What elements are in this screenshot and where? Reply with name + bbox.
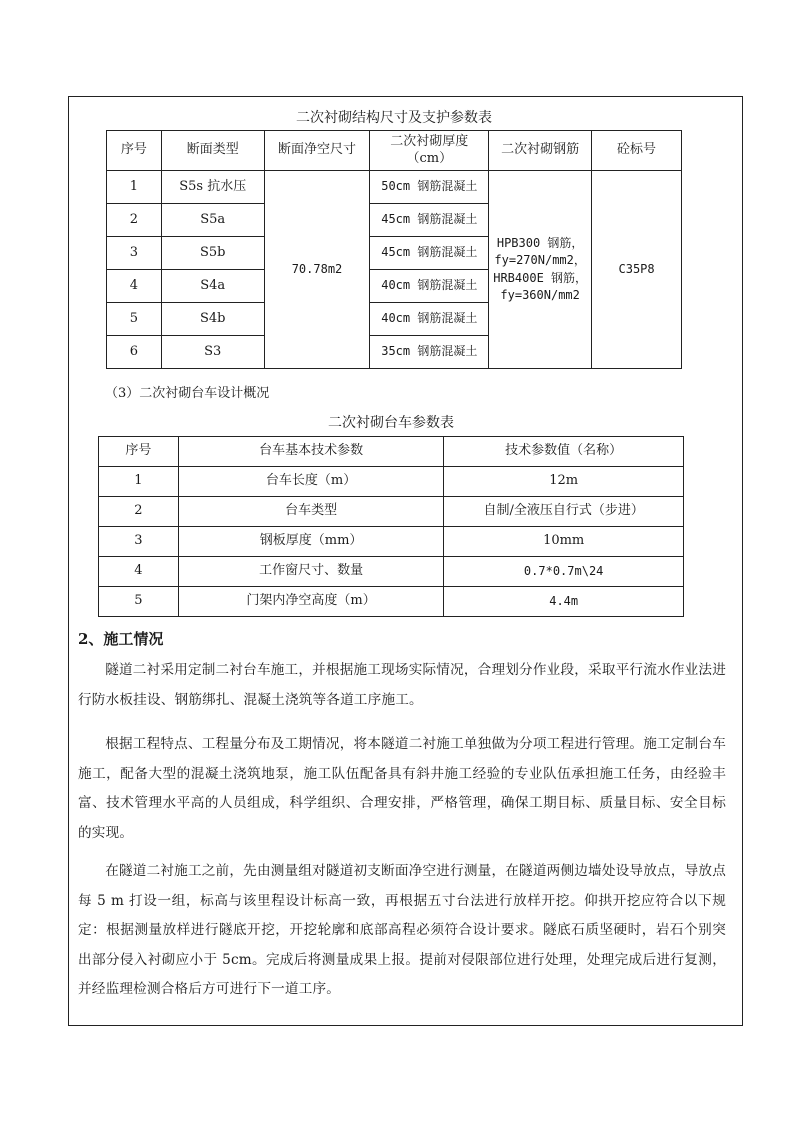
table-row [99, 497, 684, 527]
row-number: 1 [99, 467, 179, 497]
section-heading: 2、施工情况 [78, 630, 164, 648]
row-number: 3 [99, 527, 179, 557]
paragraph: 在隧道二衬施工之前，先由测量组对隧道初支断面净空进行测量，在隧道两侧边墙处设导放点，导放点每 5 m 打设一组，标高与该里程设计标高一致，再根据五寸台法进行放样开挖。仰拱开挖应符合以下规定：根据测量放样进行隧底开挖，开挖轮廓和底部高程必须符合设计要求。隧底石质坚硬时，岩石个别突出部分侵入衬砌应小于 5cm。完成后将测量成果上报。提前对侵限部位进行处理，处理完成后进行复测，并经监理检测合格后方可进行下一道工序。 [78, 863, 726, 997]
row-number: 3 [107, 237, 162, 270]
rebar-spec: HPB300 钢筋，fy=270N/mm2，HRB400E 钢筋，fy=360N/mm2 [489, 171, 592, 369]
row-number: 5 [99, 587, 179, 617]
lining-thickness: 50cm 钢筋混凝土 [370, 171, 489, 204]
header-cell: 断面类型 [161, 131, 264, 171]
section-type: S5a [161, 204, 264, 237]
row-number: 6 [107, 336, 162, 369]
trolley-subheading: （3）二次衬砌台车设计概况 [105, 386, 270, 401]
header-cell: 断面净空尺寸 [264, 131, 370, 171]
row-number: 5 [107, 303, 162, 336]
table-row [99, 557, 684, 587]
header-cell: 二次衬砌厚度（cm） [370, 131, 489, 171]
section-type: S4a [161, 270, 264, 303]
lining-thickness: 35cm 钢筋混凝土 [370, 336, 489, 369]
header-cell: 序号 [107, 131, 162, 171]
parameter-value: 12m [444, 467, 684, 497]
lining-thickness: 40cm 钢筋混凝土 [370, 270, 489, 303]
header-cell: 序号 [99, 437, 179, 467]
table-header-row [99, 437, 684, 467]
parameter-name: 台车长度（m） [178, 467, 444, 497]
lining-thickness: 45cm 钢筋混凝土 [370, 237, 489, 270]
lining-parameter-table [106, 130, 682, 369]
parameter-name: 门架内净空高度（m） [178, 587, 444, 617]
table2-caption: 二次衬砌台车参数表 [328, 415, 454, 431]
table-row [99, 587, 684, 617]
header-cell: 技术参数值（名称） [444, 437, 684, 467]
section-type: S4b [161, 303, 264, 336]
header-cell: 台车基本技术参数 [178, 437, 444, 467]
row-number: 2 [99, 497, 179, 527]
table-header-row [107, 131, 682, 171]
table-row [99, 467, 684, 497]
table-row [99, 527, 684, 557]
paragraph: 隧道二衬采用定制二衬台车施工，并根据施工现场实际情况，合理划分作业段，采取平行流水作业法进行防水板挂设、钢筋绑扎、混凝土浇筑等各道工序施工。 [78, 662, 726, 708]
paragraph: 根据工程特点、工程量分布及工期情况，将本隧道二衬施工单独做为分项工程进行管理。施工定制台车施工，配备大型的混凝土浇筑地泵，施工队伍配备具有斜井施工经验的专业队伍承担施工任务，由经验丰富、技术管理水平高的人员组成，科学组织、合理安排，严格管理，确保工期目标、质量目标、安全目标的实现。 [78, 736, 726, 841]
trolley-parameter-table [98, 436, 684, 617]
clearance-size: 70.78m2 [264, 171, 370, 369]
table1-caption: 二次衬砌结构尺寸及支护参数表 [296, 110, 492, 126]
row-number: 1 [107, 171, 162, 204]
section-type: S5s 抗水压 [161, 171, 264, 204]
parameter-value: 0.7*0.7m\24 [444, 557, 684, 587]
parameter-name: 台车类型 [178, 497, 444, 527]
row-number: 4 [107, 270, 162, 303]
lining-thickness: 45cm 钢筋混凝土 [370, 204, 489, 237]
header-cell: 砼标号 [592, 131, 682, 171]
parameter-value: 自制/全液压自行式（步进） [444, 497, 684, 527]
row-number: 4 [99, 557, 179, 587]
parameter-value: 4.4m [444, 587, 684, 617]
section-type: S5b [161, 237, 264, 270]
section-type: S3 [161, 336, 264, 369]
parameter-name: 钢板厚度（mm） [178, 527, 444, 557]
table-row [107, 171, 682, 204]
header-cell: 二次衬砌钢筋 [489, 131, 592, 171]
lining-thickness: 40cm 钢筋混凝土 [370, 303, 489, 336]
parameter-name: 工作窗尺寸、数量 [178, 557, 444, 587]
parameter-value: 10mm [444, 527, 684, 557]
row-number: 2 [107, 204, 162, 237]
concrete-grade: C35P8 [592, 171, 682, 369]
